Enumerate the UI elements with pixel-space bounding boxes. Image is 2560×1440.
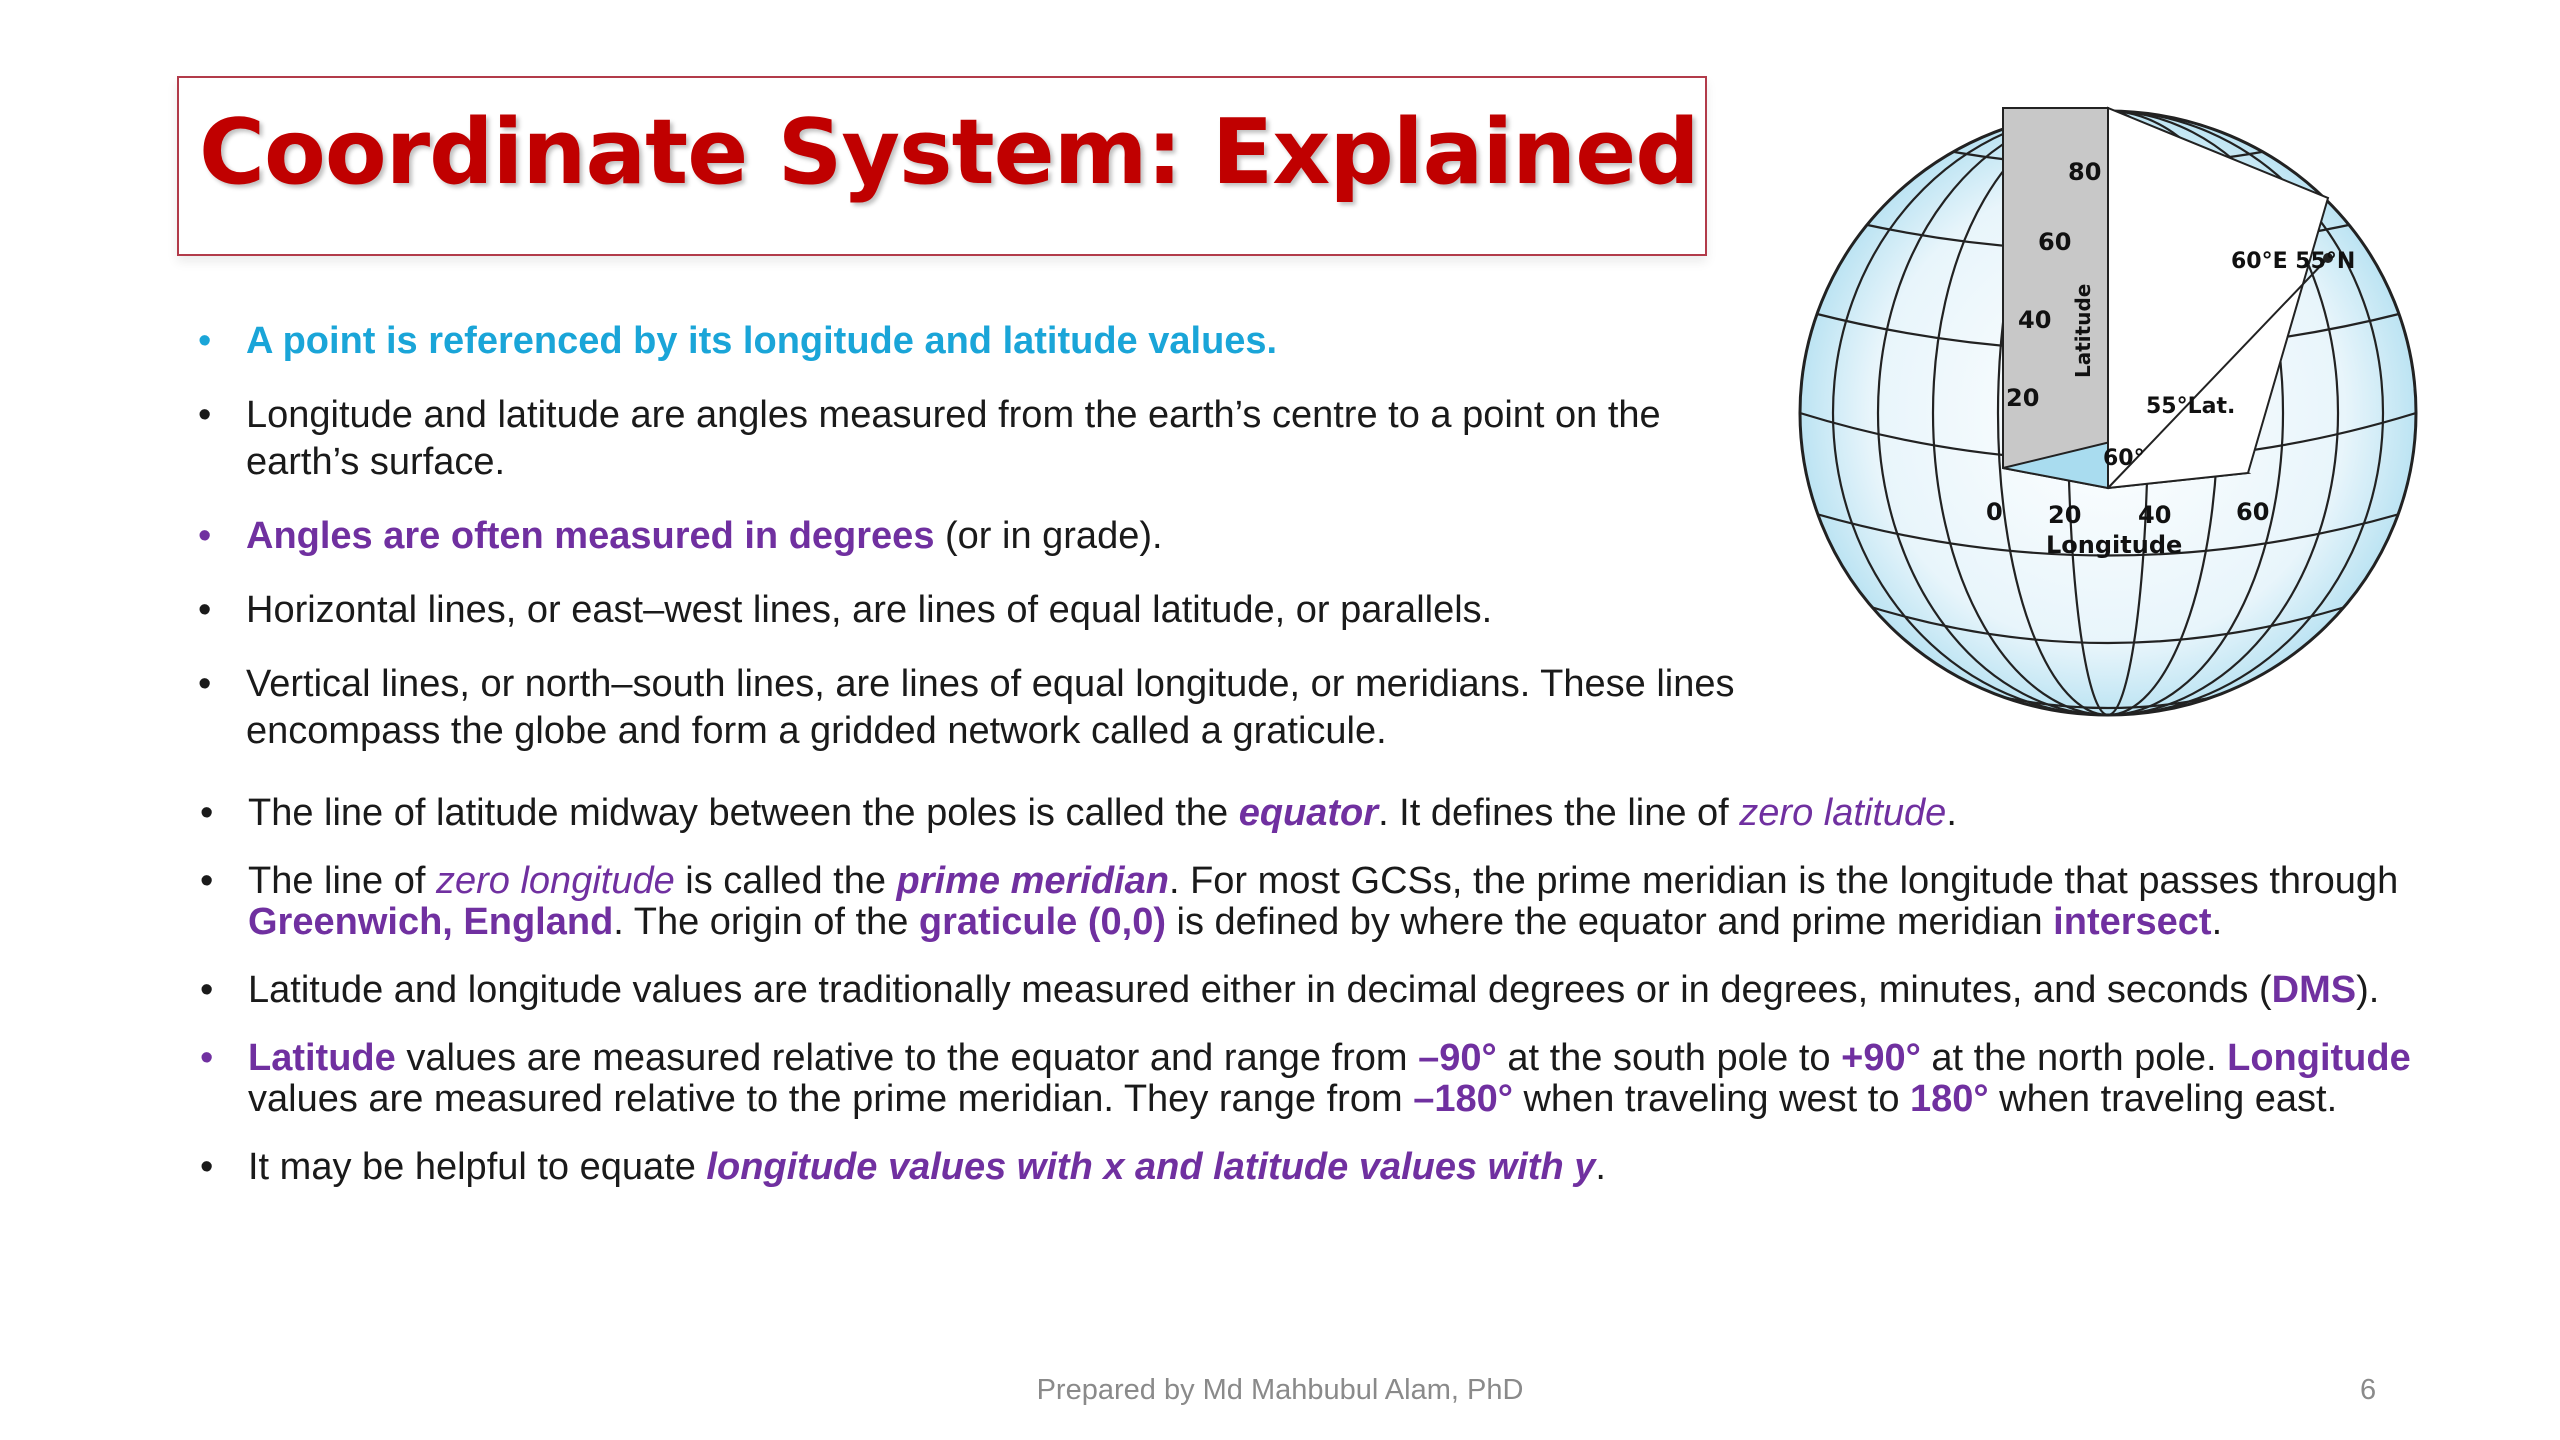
term-zero-longitude: zero longitude xyxy=(436,860,675,902)
bullet-list-top xyxy=(198,318,1778,782)
lon-tick-20: 20 xyxy=(2048,501,2082,529)
bullet-item xyxy=(200,793,2430,834)
value-180: 180° xyxy=(1910,1078,1989,1120)
bullet-item xyxy=(198,587,1778,634)
slide-title: Coordinate System: Explained xyxy=(199,100,1699,205)
term-equator: equator xyxy=(1238,792,1379,834)
bullet-text: ). xyxy=(2356,969,2380,1011)
latitude-axis-label: Latitude xyxy=(2071,283,2095,378)
bullet-text: values are measured relative to the prime meridian. They range from xyxy=(248,1078,1414,1120)
bullet-text: Longitude and latitude are angles measured from the earth’s centre to a point on the earth’s surface. xyxy=(246,394,1661,483)
bullet-text: Horizontal lines, or east–west lines, are lines of equal latitude, or parallels. xyxy=(246,589,1493,631)
bullet-text: Latitude and longitude values are traditionally measured either in decimal degrees or in degrees, minutes, and seconds ( xyxy=(248,969,2272,1011)
bullet-text: . The origin of the xyxy=(613,901,919,943)
globe-diagram xyxy=(1768,88,2448,738)
bullet-item xyxy=(200,861,2430,943)
lon-tick-40: 40 xyxy=(2138,501,2172,529)
lat-tick-20: 20 xyxy=(2006,384,2040,412)
bullet-item xyxy=(200,970,2430,1011)
title-box xyxy=(177,76,1707,256)
bullet-text: . xyxy=(2211,901,2223,943)
lat-angle-label: 55°Lat. xyxy=(2146,394,2236,419)
lat-tick-40: 40 xyxy=(2018,306,2052,334)
bullet-item xyxy=(198,661,1778,755)
bullet-text: . For most GCSs, the prime meridian is the longitude that passes through xyxy=(1168,860,2399,902)
bullet-text: . xyxy=(1595,1146,1606,1188)
value-plus-90: +90° xyxy=(1841,1037,1921,1079)
term-graticule-origin: graticule (0,0) xyxy=(918,901,1166,943)
lat-tick-80: 80 xyxy=(2068,158,2102,186)
bullet-text: (or in grade). xyxy=(934,515,1163,557)
lon-tick-60: 60 xyxy=(2236,498,2270,526)
bullet-text: The line of latitude midway between the poles is called the xyxy=(248,792,1239,834)
term-xy-mapping: longitude values with x and latitude values with y xyxy=(706,1146,1596,1188)
bullet-text: at the north pole. xyxy=(1920,1037,2228,1079)
page-number: 6 xyxy=(2360,1374,2377,1406)
lon-angle-label: 60° xyxy=(2103,446,2145,471)
bullet-item xyxy=(198,392,1778,486)
bullet-list-bottom xyxy=(200,793,2430,1215)
lat-tick-60: 60 xyxy=(2038,228,2072,256)
bullet-item xyxy=(198,318,1778,365)
bullet-text: . xyxy=(1946,792,1957,834)
point-label: 60°E 55°N xyxy=(2231,249,2356,274)
bullet-item xyxy=(198,513,1778,560)
bullet-text: Vertical lines, or north–south lines, are lines of equal longitude, or meridians. These lines encompass the globe and form a gridded network called a graticule. xyxy=(246,663,1735,752)
bullet-emphasis: Angles are often measured in degrees xyxy=(246,515,935,557)
term-greenwich: Greenwich, England xyxy=(248,901,614,943)
lon-tick-0: 0 xyxy=(1986,498,2003,526)
bullet-item xyxy=(200,1147,2430,1188)
bullet-text: is called the xyxy=(674,860,897,902)
term-zero-latitude: zero latitude xyxy=(1739,792,1947,834)
bullet-text: is defined by where the equator and prime meridian xyxy=(1165,901,2054,943)
term-longitude: Longitude xyxy=(2227,1037,2411,1079)
value-minus-90: –90° xyxy=(1418,1037,1497,1079)
bullet-text: The line of xyxy=(248,860,436,902)
longitude-axis-label: Longitude xyxy=(2046,531,2183,559)
bullet-text: at the south pole to xyxy=(1496,1037,1842,1079)
bullet-text: It may be helpful to equate xyxy=(248,1146,707,1188)
term-intersect: intersect xyxy=(2053,901,2212,943)
term-dms: DMS xyxy=(2271,969,2357,1011)
bullet-text: when traveling east. xyxy=(1988,1078,2338,1120)
term-latitude: Latitude xyxy=(248,1037,396,1079)
footer-credit: Prepared by Md Mahbubul Alam, PhD xyxy=(1036,1374,1524,1406)
bullet-text: A point is referenced by its longitude and latitude values. xyxy=(246,320,1278,362)
bullet-text: . It defines the line of xyxy=(1378,792,1740,834)
bullet-text: values are measured relative to the equator and range from xyxy=(395,1037,1419,1079)
value-minus-180: –180° xyxy=(1413,1078,1513,1120)
bullet-item xyxy=(200,1038,2430,1120)
bullet-text: when traveling west to xyxy=(1512,1078,1911,1120)
term-prime-meridian: prime meridian xyxy=(896,860,1169,902)
